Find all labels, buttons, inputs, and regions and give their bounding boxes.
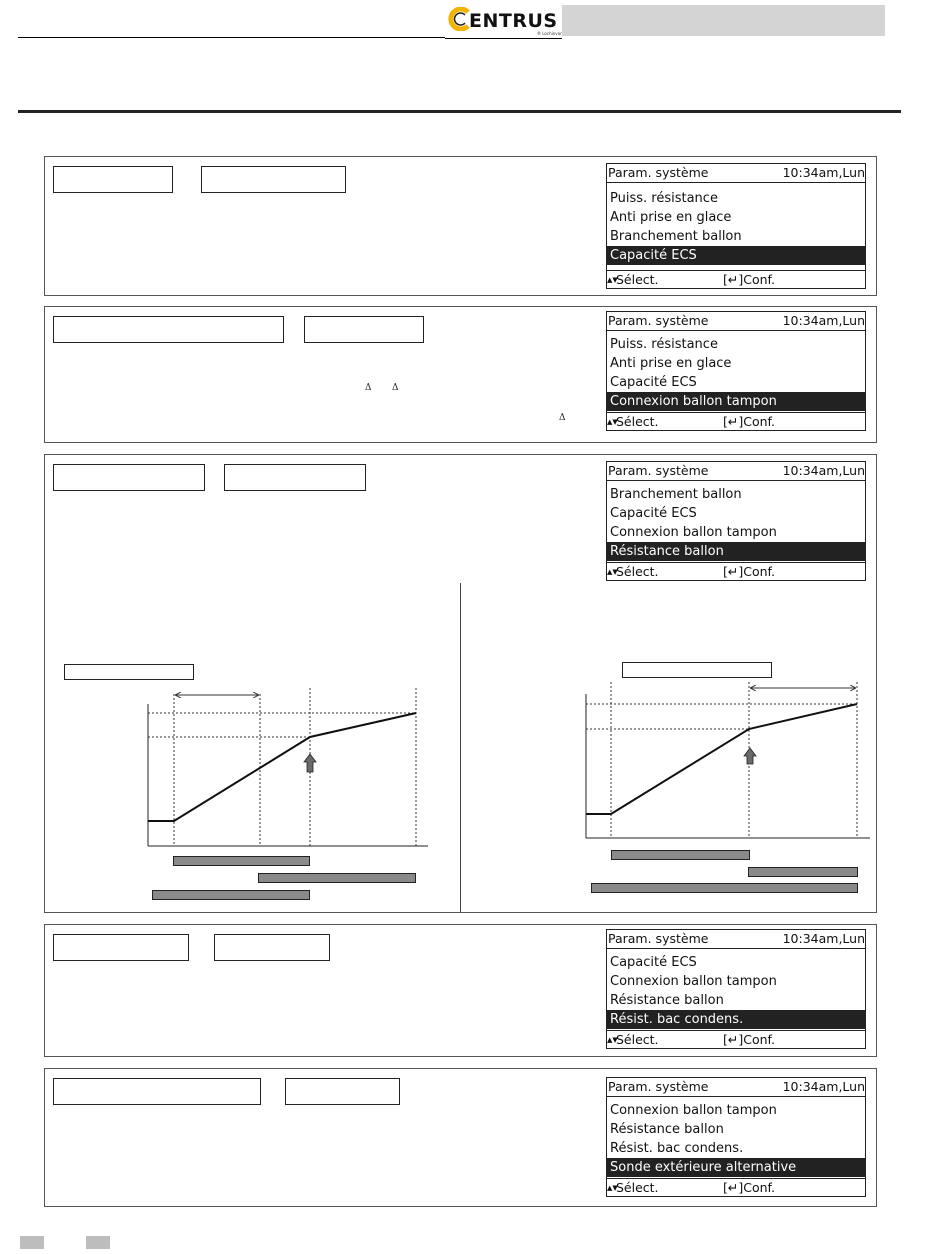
select-button[interactable] — [607, 1179, 659, 1196]
up-down-arrow-icon: ▲▼ — [607, 568, 618, 576]
screen-clock: 10:34am,Lun — [782, 463, 865, 478]
menu-item[interactable]: Anti prise en glace — [610, 356, 732, 371]
param-name-box — [53, 1078, 261, 1105]
select-label: Sélect. — [616, 1180, 659, 1195]
confirm-label: Conf. — [743, 414, 775, 429]
menu-item[interactable]: Branchement ballon — [610, 229, 742, 244]
select-button[interactable] — [607, 1031, 659, 1048]
lcd-screen-4 — [606, 929, 866, 1049]
delta-symbol: Δ — [365, 383, 372, 393]
param-name-box — [53, 316, 284, 343]
menu-item-selected[interactable]: Résistance ballon — [607, 542, 865, 561]
lcd-screen-2 — [606, 311, 866, 431]
enter-icon: [↵] — [723, 414, 744, 429]
screen-clock: 10:34am,Lun — [782, 931, 865, 946]
confirm-button[interactable] — [723, 563, 775, 580]
menu-item[interactable]: Capacité ECS — [610, 955, 697, 970]
enter-icon: [↵] — [723, 1032, 744, 1047]
screen-title: Param. système — [608, 463, 709, 478]
param-name-box — [53, 934, 189, 961]
menu-item[interactable]: Anti prise en glace — [610, 210, 732, 225]
lcd-screen-3 — [606, 461, 866, 581]
menu-item[interactable]: Capacité ECS — [610, 506, 697, 521]
select-button[interactable] — [607, 271, 659, 288]
diagram-right-graph — [578, 678, 874, 844]
menu-item[interactable]: Connexion ballon tampon — [610, 525, 777, 540]
mode-bar — [611, 850, 750, 860]
diagram-left-graph — [140, 684, 440, 854]
select-button[interactable] — [607, 563, 659, 580]
lcd-screen-5 — [606, 1077, 866, 1197]
up-arrow-icon — [304, 754, 316, 772]
confirm-label: Conf. — [743, 272, 775, 287]
header-gray-band — [562, 5, 885, 36]
diagram-right-title-box — [622, 662, 772, 678]
menu-item[interactable]: Résistance ballon — [610, 993, 724, 1008]
mode-bar — [258, 873, 416, 883]
confirm-button[interactable] — [723, 271, 775, 288]
select-label: Sélect. — [616, 414, 659, 429]
diagram-divider — [460, 583, 461, 912]
screen-clock: 10:34am,Lun — [782, 313, 865, 328]
menu-item[interactable]: Capacité ECS — [610, 375, 697, 390]
menu-item[interactable]: Branchement ballon — [610, 487, 742, 502]
logo-text: ENTRUS — [469, 10, 558, 32]
menu-item[interactable]: Connexion ballon tampon — [610, 974, 777, 989]
delta-symbol: Δ — [392, 383, 399, 393]
up-arrow-icon — [744, 748, 756, 764]
select-button[interactable] — [607, 413, 659, 430]
enter-icon: [↵] — [723, 1180, 744, 1195]
up-down-arrow-icon: ▲▼ — [607, 1036, 618, 1044]
brand-logo — [445, 5, 562, 39]
confirm-label: Conf. — [743, 564, 775, 579]
select-label: Sélect. — [616, 564, 659, 579]
delta-symbol: Δ — [559, 413, 566, 423]
param-name-box — [53, 166, 173, 193]
param-value-box — [285, 1078, 400, 1105]
param-value-box — [201, 166, 346, 193]
screen-title: Param. système — [608, 1079, 709, 1094]
menu-item-selected[interactable]: Résist. bac condens. — [607, 1010, 865, 1029]
mode-bar — [591, 883, 858, 893]
up-down-arrow-icon: ▲▼ — [607, 276, 618, 284]
confirm-button[interactable] — [723, 1179, 775, 1196]
mode-bar — [173, 856, 310, 866]
mode-bar — [152, 890, 310, 900]
select-label: Sélect. — [616, 272, 659, 287]
confirm-label: Conf. — [743, 1032, 775, 1047]
menu-item[interactable]: Connexion ballon tampon — [610, 1103, 777, 1118]
diagram-left-title-box — [64, 664, 194, 680]
confirm-button[interactable] — [723, 1031, 775, 1048]
screen-title: Param. système — [608, 313, 709, 328]
temperature-curve — [586, 704, 857, 814]
menu-item[interactable]: Puiss. résistance — [610, 191, 718, 206]
mode-bar — [748, 867, 858, 877]
param-name-box — [53, 464, 205, 491]
section-rule — [18, 110, 901, 113]
lcd-screen-1 — [606, 163, 866, 289]
menu-item-selected[interactable]: Sonde extérieure alternative — [607, 1158, 865, 1177]
screen-clock: 10:34am,Lun — [782, 1079, 865, 1094]
select-label: Sélect. — [616, 1032, 659, 1047]
enter-icon: [↵] — [723, 272, 744, 287]
param-value-box — [214, 934, 330, 961]
enter-icon: [↵] — [723, 564, 744, 579]
menu-item-selected[interactable]: Connexion ballon tampon — [607, 392, 865, 411]
param-value-box — [224, 464, 366, 491]
menu-item[interactable]: Puiss. résistance — [610, 337, 718, 352]
logo-subtext: ® Lochinvar — [537, 31, 562, 36]
menu-item-selected[interactable]: Capacité ECS — [607, 246, 865, 265]
footer-mark — [86, 1236, 110, 1249]
confirm-button[interactable] — [723, 413, 775, 430]
up-down-arrow-icon: ▲▼ — [607, 1184, 618, 1192]
screen-title: Param. système — [608, 931, 709, 946]
temperature-curve — [148, 713, 416, 821]
screen-clock: 10:34am,Lun — [782, 165, 865, 180]
footer-mark — [20, 1236, 44, 1249]
up-down-arrow-icon: ▲▼ — [607, 418, 618, 426]
confirm-label: Conf. — [743, 1180, 775, 1195]
menu-item[interactable]: Résistance ballon — [610, 1122, 724, 1137]
param-value-box — [304, 316, 424, 343]
menu-item[interactable]: Résist. bac condens. — [610, 1141, 744, 1156]
screen-title: Param. système — [608, 165, 709, 180]
